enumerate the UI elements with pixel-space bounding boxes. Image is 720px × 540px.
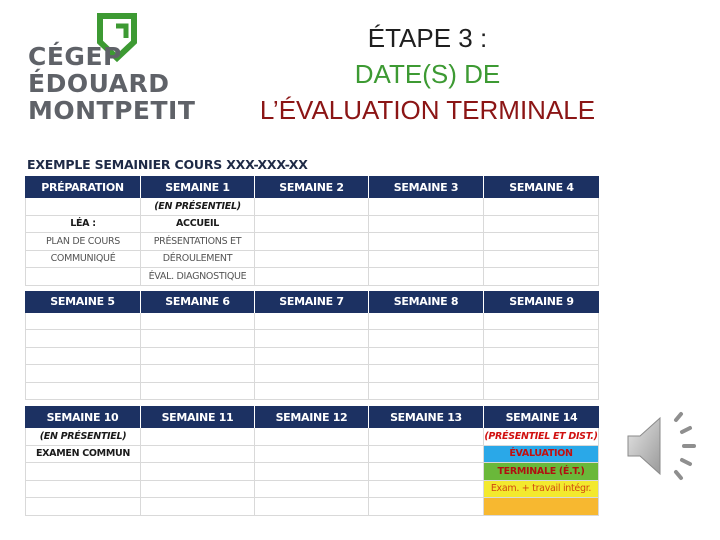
table-row — [25, 463, 599, 481]
table-cell — [369, 233, 484, 250]
table-cell — [255, 313, 369, 330]
table-cell — [141, 481, 255, 498]
table-cell — [141, 348, 255, 365]
table-cell — [255, 348, 369, 365]
table-row — [25, 481, 599, 499]
table-cell — [369, 365, 484, 382]
table-cell — [141, 428, 255, 445]
table-cell: Exam. + travail intégr. — [484, 481, 599, 498]
table-row — [25, 198, 599, 216]
logo-text-edouard: ÉDOUARD — [28, 69, 170, 98]
table-cell — [141, 330, 255, 347]
table-cell — [484, 251, 599, 268]
table-row — [25, 348, 599, 366]
table-cell — [369, 463, 484, 480]
table-cell — [141, 463, 255, 480]
table-cell — [484, 233, 599, 250]
table-cell — [369, 446, 484, 463]
week-block-2 — [25, 291, 599, 401]
header-cell: SEMAINE 9 — [509, 295, 574, 308]
table-cell — [369, 428, 484, 445]
table-cell — [369, 383, 484, 400]
sheet-title: EXEMPLE SEMAINIER COURS XXX-XXX-XX — [27, 157, 308, 172]
table-cell: (EN PRÉSENTIEL) — [25, 428, 141, 445]
header-cell: PRÉPARATION — [25, 176, 141, 198]
table-row — [25, 330, 599, 348]
table-cell — [255, 330, 369, 347]
title-line-3: L’ÉVALUATION TERMINALE — [259, 95, 596, 125]
table-cell — [484, 313, 599, 330]
table-cell — [255, 268, 369, 285]
header-cell: SEMAINE 8 — [369, 291, 484, 313]
table-cell — [255, 216, 369, 233]
table-cell — [25, 268, 141, 285]
table-cell — [25, 383, 141, 400]
table-cell — [25, 498, 141, 515]
header-cell: SEMAINE 14 — [505, 410, 578, 424]
table-cell: LÉA : — [25, 216, 141, 233]
table-cell — [255, 481, 369, 498]
table-row — [25, 233, 599, 251]
week-block-1 — [25, 176, 599, 286]
table-cell — [369, 330, 484, 347]
table-cell — [369, 268, 484, 285]
table-row — [25, 498, 599, 516]
title-line-2: DATE(S) DE — [354, 59, 501, 89]
week-table — [25, 176, 599, 516]
table-cell — [484, 348, 599, 365]
table-cell — [255, 463, 369, 480]
table-cell — [255, 383, 369, 400]
header-cell: SEMAINE 12 — [255, 406, 369, 428]
table-row — [25, 251, 599, 269]
table-cell — [141, 365, 255, 382]
table-cell — [255, 365, 369, 382]
table-row — [25, 313, 599, 331]
header-cell: SEMAINE 11 — [141, 406, 255, 428]
table-cell: DÉROULEMENT — [141, 251, 255, 268]
header-cell: SEMAINE 3 — [369, 176, 484, 198]
table-cell: ÉVALUATION — [484, 446, 599, 463]
table-cell — [25, 481, 141, 498]
speaker-icon[interactable] — [624, 408, 700, 484]
table-cell — [25, 365, 141, 382]
table-cell — [141, 313, 255, 330]
table-cell — [255, 198, 369, 215]
table-cell — [25, 330, 141, 347]
header-row — [25, 291, 599, 313]
header-cell: SEMAINE 13 — [369, 406, 484, 428]
table-cell: (PRÉSENTIEL ET DIST.) — [484, 428, 599, 445]
table-cell — [25, 348, 141, 365]
table-row — [25, 216, 599, 234]
table-cell — [25, 198, 141, 215]
table-cell: COMMUNIQUÉ — [25, 251, 141, 268]
table-cell: PLAN DE COURS — [25, 233, 141, 250]
table-cell — [25, 313, 141, 330]
table-cell — [484, 198, 599, 215]
table-row — [25, 446, 599, 464]
table-cell — [141, 446, 255, 463]
table-cell — [484, 383, 599, 400]
table-row — [25, 365, 599, 383]
table-cell — [141, 498, 255, 515]
header-row — [25, 406, 599, 428]
title-line-1: ÉTAPE 3 : — [367, 23, 488, 53]
table-row — [25, 268, 599, 286]
table-cell — [255, 233, 369, 250]
table-cell — [255, 428, 369, 445]
table-cell: (EN PRÉSENTIEL) — [141, 198, 255, 215]
table-cell — [369, 348, 484, 365]
table-cell — [369, 498, 484, 515]
table-cell — [369, 481, 484, 498]
header-cell: SEMAINE 7 — [255, 291, 369, 313]
header-cell: SEMAINE 10 — [25, 406, 141, 428]
table-cell — [141, 383, 255, 400]
header-cell: SEMAINE 5 — [25, 291, 141, 313]
table-cell — [484, 216, 599, 233]
table-row — [25, 383, 599, 401]
table-cell — [369, 216, 484, 233]
table-row — [25, 428, 599, 446]
table-cell — [369, 198, 484, 215]
table-cell — [255, 498, 369, 515]
logo-text-montpetit: MONTPETIT — [28, 96, 196, 125]
logo-text-cegep: CÉGEP — [28, 42, 122, 71]
slide-title — [180, 20, 675, 128]
table-cell — [484, 498, 599, 515]
header-row — [25, 176, 599, 198]
header-cell: SEMAINE 6 — [141, 291, 255, 313]
table-cell — [255, 446, 369, 463]
week-block-3 — [25, 406, 599, 516]
header-cell: SEMAINE 4 — [509, 180, 574, 194]
table-cell — [484, 330, 599, 347]
table-cell — [369, 313, 484, 330]
table-cell — [484, 365, 599, 382]
table-cell: ACCUEIL — [141, 216, 255, 233]
table-cell — [484, 268, 599, 285]
table-cell: TERMINALE (É.T.) — [484, 463, 599, 480]
table-cell: ÉVAL. DIAGNOSTIQUE — [141, 268, 255, 285]
table-cell — [25, 463, 141, 480]
cegep-logo — [28, 12, 196, 125]
table-cell — [255, 251, 369, 268]
table-cell: PRÉSENTATIONS ET — [141, 233, 255, 250]
table-cell: EXAMEN COMMUN — [25, 446, 141, 463]
header-cell: SEMAINE 2 — [255, 176, 369, 198]
header-cell: SEMAINE 1 — [141, 176, 255, 198]
table-cell — [369, 251, 484, 268]
